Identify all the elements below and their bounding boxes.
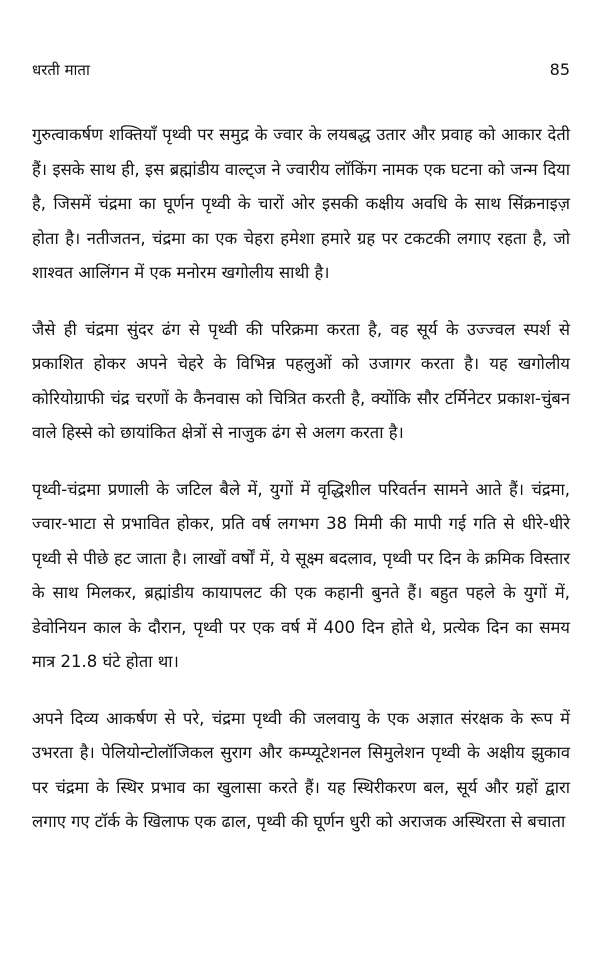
page-header	[32, 58, 570, 82]
paragraph-earth-moon-system: पृथ्वी-चंद्रमा प्रणाली के जटिल बैले में, युगों में वृद्धिशील परिवर्तन सामने आते हैं। चंद्रमा, ज्वार-भाटा से प्रभावित होकर, प्रति वर्ष लगभग 38 मिमी की मापी गई गति से धीरे-धीरे पृथ्वी से पीछे हट जाता है। लाखों वर्षों में, ये सूक्ष्म बदलाव, पृथ्वी पर दिन के क्रमिक विस्तार के साथ मिलकर, ब्रह्मांडीय कायापलट की एक कहानी बुनते हैं। बहुत पहले के युगों में, डेवोनियन काल के दौरान, पृथ्वी पर एक वर्ष में 400 दिन होते थे, प्रत्येक दिन का समय मात्र 21.8 घंटे होता था।	[32, 479, 570, 671]
page-number: 85	[549, 60, 570, 79]
paragraph-tidal-locking: गुरुत्वाकर्षण शक्तियाँ पृथ्वी पर समुद्र के ज्वार के लयबद्ध उतार और प्रवाह को आकार देती हैं। इसके साथ ही, इस ब्रह्मांडीय वाल्ट्ज ने ज्वारीय लॉकिंग नामक एक घटना को जन्म दिया है, जिसमें चंद्रमा का घूर्णन पृथ्वी के चारों ओर इसकी कक्षीय अवधि के साथ सिंक्रनाइज़ होता है। नतीजतन, चंद्रमा का एक चेहरा हमेशा हमारे ग्रह पर टकटकी लगाए रहता है, जो शाश्वत आलिंगन में एक मनोरम खगोलीय साथी है।	[32, 125, 570, 282]
body-text	[32, 118, 570, 840]
paragraph-climate-guardian: अपने दिव्य आकर्षण से परे, चंद्रमा पृथ्वी की जलवायु के एक अज्ञात संरक्षक के रूप में उभरता है। पेलियोन्टोलॉजिकल सुराग और कम्प्यूटेशनल सिमुलेशन पृथ्वी के अक्षीय झुकाव पर चंद्रमा के स्थिर प्रभाव का खुलासा करते हैं। यह स्थिरीकरण बल, सूर्य और ग्रहों द्वारा लगाए गए टॉर्क के खिलाफ एक ढाल, पृथ्वी की घूर्णन धुरी को अराजक अस्थिरता से बचाता	[32, 708, 570, 831]
running-title: धरती माता	[32, 61, 90, 79]
paragraph-lunar-phases: जैसे ही चंद्रमा सुंदर ढंग से पृथ्वी की परिक्रमा करता है, वह सूर्य के उज्ज्वल स्पर्श से प्रकाशित होकर अपने चेहरे के विभिन्न पहलुओं को उजागर करता है। यह खगोलीय कोरियोग्राफी चंद्र चरणों के कैनवास को चित्रित करती है, क्योंकि सौर टर्मिनेटर प्रकाश-चुंबन वाले हिस्से को छायांकित क्षेत्रों से नाजुक ढंग से अलग करता है।	[32, 319, 570, 442]
